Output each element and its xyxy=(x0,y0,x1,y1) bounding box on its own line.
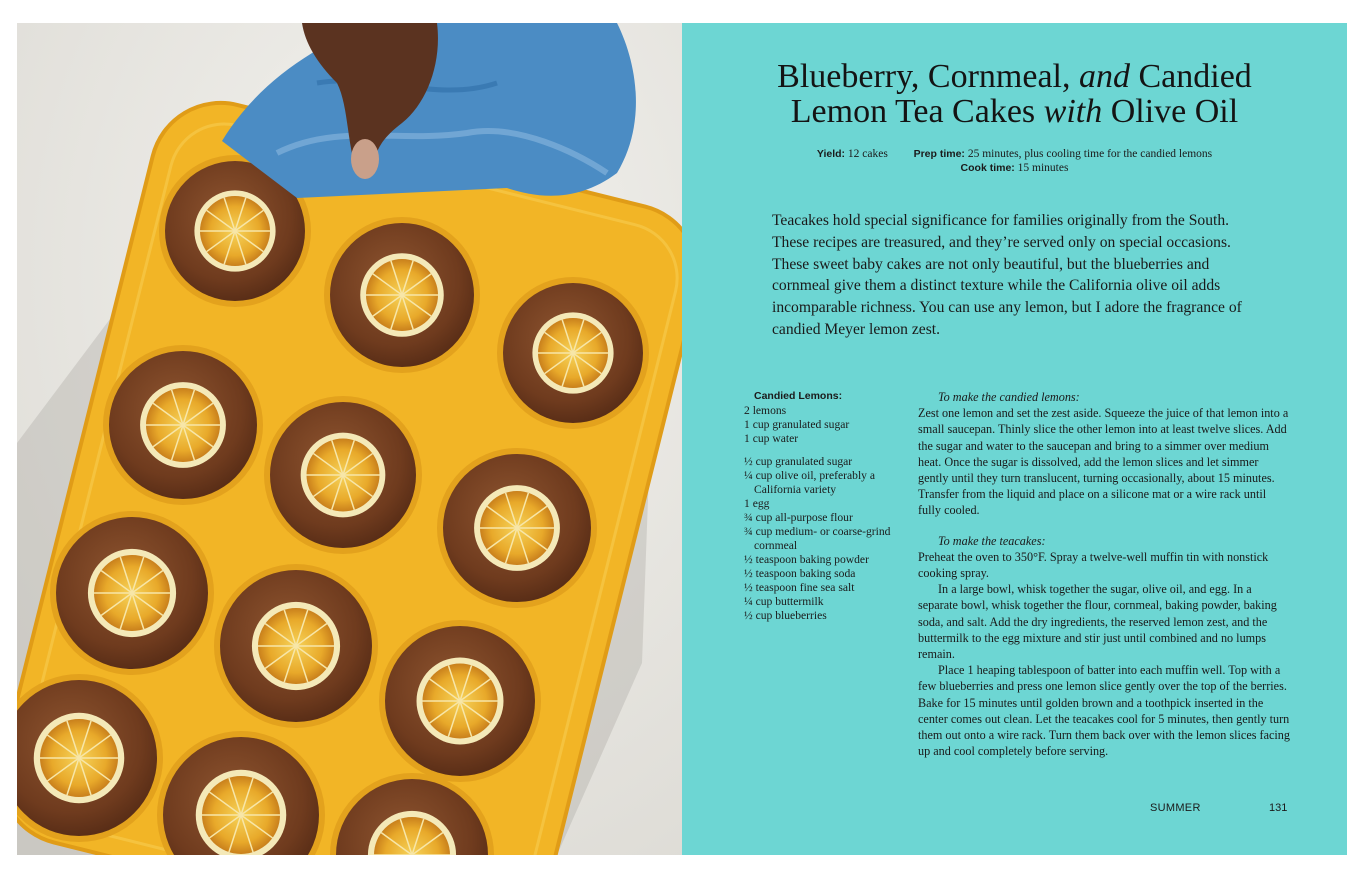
muffin-tin-photo xyxy=(17,23,683,855)
prep-label: Prep time: xyxy=(913,148,965,160)
teacake xyxy=(497,277,649,429)
thumbnail xyxy=(351,139,379,179)
teacake xyxy=(324,217,480,373)
teacake xyxy=(50,511,214,675)
cook-label: Cook time: xyxy=(960,162,1015,174)
teacake xyxy=(214,564,378,728)
ingredient-item: ¼ cup olive oil, preferably a California variety xyxy=(744,469,876,496)
ingredient-item: ½ cup granulated sugar xyxy=(744,455,853,468)
recipe-meta xyxy=(682,147,1347,175)
yield-label: Yield: xyxy=(816,148,846,160)
ingredient-group-lemons xyxy=(744,404,924,446)
prep-value: 25 minutes, plus cooling time for the candied lemons xyxy=(967,148,1213,160)
method xyxy=(918,389,1290,759)
ingredient-item: ¼ cup buttermilk xyxy=(744,595,824,608)
yield-value: 12 cakes xyxy=(847,148,888,160)
teacake xyxy=(264,396,422,554)
teacake xyxy=(103,345,263,505)
title-text: Blueberry, Cornmeal, xyxy=(777,58,1079,95)
teacake xyxy=(437,448,597,608)
title-text: and xyxy=(1079,58,1130,95)
ingredient-item: ¾ cup medium- or coarse-grind cornmeal xyxy=(744,525,891,552)
recipe-title xyxy=(682,59,1347,129)
intro-paragraph: Teacakes hold special significance for families originally from the South. These recipes are treasured, and they’re served only on special occasions. These sweet baby cakes are not only beautiful, but the blueberries and cornmeal give them a distinct texture while the California olive oil adds incomparable richness. You can use any lemon, but I adore the fragrance of candied Meyer lemon zest. xyxy=(772,212,1242,338)
ingredient-item: ½ teaspoon baking soda xyxy=(744,567,856,580)
ingredients-heading: Candied Lemons: xyxy=(754,390,843,402)
method-paragraph: Preheat the oven to 350°F. Spray a twelve-well muffin tin with nonstick cooking spray. xyxy=(918,549,1269,581)
method-paragraph: Place 1 heaping tablespoon of batter into each muffin well. Top with a few blueberries and press one lemon slice gently over the top of the berries. Bake for 15 minutes until golden brown and a toothpick inserted in the center comes out clean. Let the teacakes cool for 5 minutes, then gently turn them out onto a wire rack. Turn them back over with the lemon slices facing up and cool completely before serving. xyxy=(918,663,1290,759)
ingredient-item: ½ teaspoon fine sea salt xyxy=(744,581,855,594)
title-text: Candied xyxy=(1130,58,1252,95)
running-footer-section: SUMMER xyxy=(1150,802,1201,814)
cook-value: 15 minutes xyxy=(1017,162,1069,174)
ingredients-list xyxy=(744,389,924,623)
ingredient-item: ½ cup blueberries xyxy=(744,609,827,622)
ingredient-item: ¾ cup all-purpose flour xyxy=(744,511,853,524)
method-paragraph: Zest one lemon and set the zest aside. Squeeze the juice of that lemon into a small saucepan. Thinly slice the other lemon into at least twelve slices. Add the sugar and water to the saucepan and bring to a simmer over medium heat. Once the sugar is dissolved, add the lemon slices and let simmer gently until they turn translucent, turning occasionally, about 15 minutes. Transfer from the liquid and place on a silicone mat or a wire rack until fully cooled. xyxy=(918,406,1289,518)
title-text: Olive Oil xyxy=(1102,93,1239,130)
ingredient-item: 1 cup granulated sugar xyxy=(744,418,850,431)
ingredient-item: 1 egg xyxy=(744,497,770,510)
title-text: with xyxy=(1043,93,1103,130)
title-text: Lemon Tea Cakes xyxy=(790,93,1044,130)
recipe-photo xyxy=(17,23,683,855)
ingredient-item: ½ teaspoon baking powder xyxy=(744,553,869,566)
ingredient-item: 2 lemons xyxy=(744,404,787,417)
ingredient-item: 1 cup water xyxy=(744,432,799,445)
teacake xyxy=(379,620,541,782)
ingredient-group-cakes xyxy=(744,455,924,623)
method-subheading-teacakes: To make the teacakes: xyxy=(938,533,1046,548)
recipe-page xyxy=(682,23,1347,855)
method-paragraph: In a large bowl, whisk together the sugar, olive oil, and egg. In a separate bowl, whisk together the flour, cornmeal, baking powder, baking soda, and salt. Add the dry ingredients, the reserved lemon zest, and the buttermilk to the egg mixture and stir just until combined and no lumps remain. xyxy=(918,582,1277,662)
method-subheading-lemons: To make the candied lemons: xyxy=(938,390,1080,404)
page-number: 131 xyxy=(1269,802,1288,814)
recipe-intro xyxy=(772,210,1242,341)
